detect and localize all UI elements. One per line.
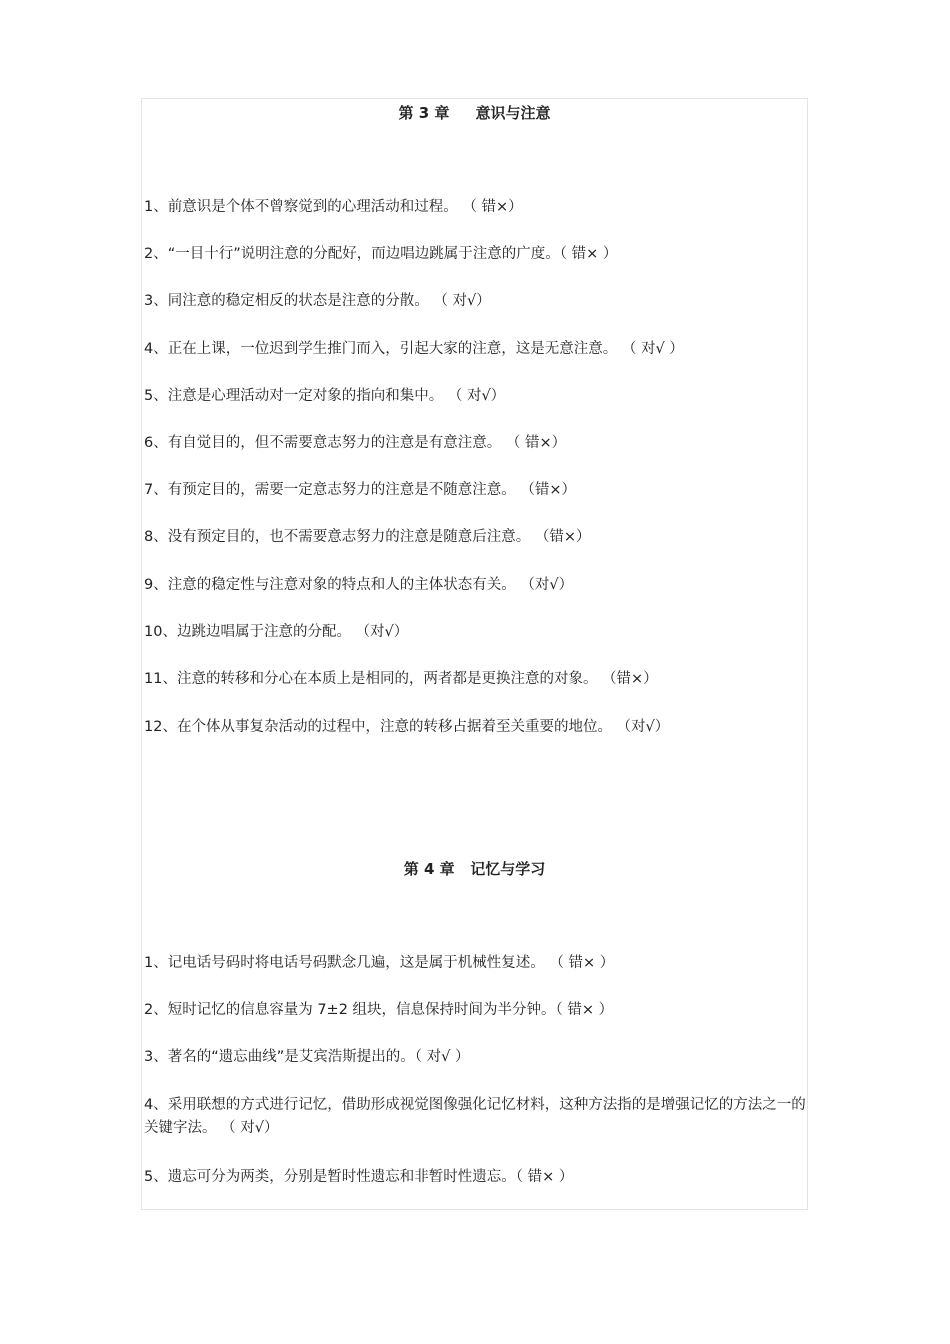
ch3-item-9: 9、注意的稳定性与注意对象的特点和人的主体状态有关。 （对√）	[144, 577, 574, 593]
ch3-item-10: 10、边跳边唱属于注意的分配。 （对√）	[144, 624, 409, 640]
ch4-item-2: 2、短时记忆的信息容量为 7±2 组块，信息保持时间为半分钟。（ 错× ）	[144, 1002, 614, 1018]
ch3-item-3: 3、同注意的稳定相反的状态是注意的分散。 （ 对√）	[144, 293, 491, 309]
ch3-item-4: 4、正在上课，一位迟到学生推门而入，引起大家的注意，这是无意注意。 （ 对√ ）	[144, 341, 684, 357]
chapter-4-title: 第 4 章 记忆与学习	[403, 860, 546, 878]
ch3-item-1: 1、前意识是个体不曾察觉到的心理活动和过程。 （ 错×）	[144, 199, 523, 215]
ch4-item-3: 3、著名的“遗忘曲线”是艾宾浩斯提出的。（ 对√ ）	[144, 1049, 470, 1065]
ch4-item-1: 1、记电话号码时将电话号码默念几遍，这是属于机械性复述。 （ 错× ）	[144, 955, 615, 971]
chapter-3-title: 第 3 章 意识与注意	[398, 104, 551, 122]
ch4-item-5: 5、遗忘可分为两类，分别是暂时性遗忘和非暂时性遗忘。（ 错× ）	[144, 1169, 574, 1185]
ch4-item-4: 4、采用联想的方式进行记忆，借助形成视觉图像强化记忆材料，这种方法指的是增强记忆的方法之一的关键字法。 （ 对√）	[144, 1097, 806, 1136]
ch3-item-7: 7、有预定目的，需要一定意志努力的注意是不随意注意。 （错×）	[144, 482, 576, 498]
ch3-item-8: 8、没有预定目的，也不需要意志努力的注意是随意后注意。 （错×）	[144, 529, 591, 545]
ch3-item-2: 2、“一目十行”说明注意的分配好，而边唱边跳属于注意的广度。（ 错× ）	[144, 246, 618, 262]
ch3-item-5: 5、注意是心理活动对一定对象的指向和集中。 （ 对√）	[144, 388, 506, 404]
ch3-item-12: 12、在个体从事复杂活动的过程中，注意的转移占据着至关重要的地位。 （对√）	[144, 719, 670, 735]
ch3-item-6: 6、有自觉目的，但不需要意志努力的注意是有意注意。 （ 错×）	[144, 435, 567, 451]
ch3-item-11: 11、注意的转移和分心在本质上是相同的，两者都是更换注意的对象。 （错×）	[144, 671, 658, 687]
